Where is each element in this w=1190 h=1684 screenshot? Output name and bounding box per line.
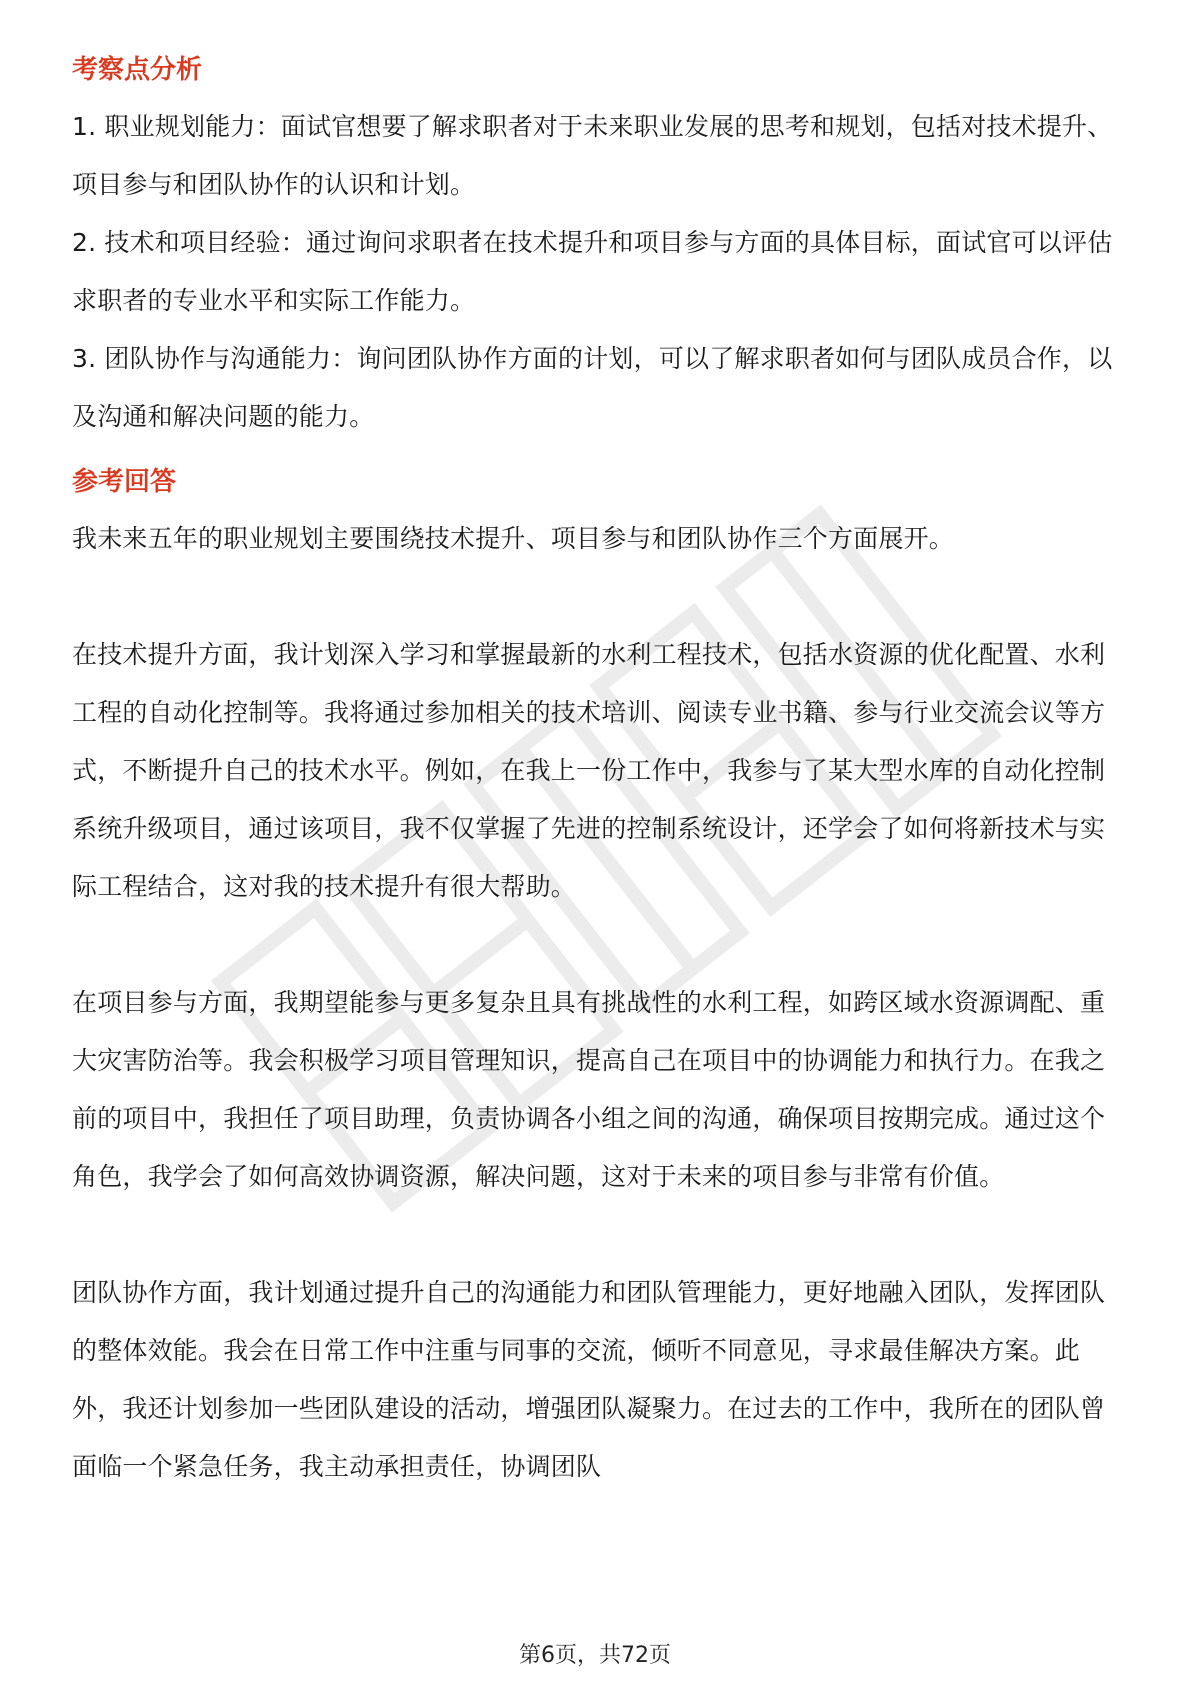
analysis-heading: 考察点分析: [72, 55, 203, 85]
page-number: 第6页，共72页: [519, 1643, 671, 1668]
analysis-item-3: 3. 团队协作与沟通能力：询问团队协作方面的计划，可以了解求职者如何与团队成员合作，以及沟通和解决问题的能力。: [72, 344, 1113, 431]
document-page: [72, 50, 1118, 1496]
analysis-item-1: 1. 职业规划能力：面试官想要了解求职者对于未来职业发展的思考和规划，包括对技术提升、项目参与和团队协作的认识和计划。: [72, 112, 1113, 199]
answer-paragraph-project: 在项目参与方面，我期望能参与更多复杂且具有挑战性的水利工程，如跨区域水资源调配、重大灾害防治等。我会积极学习项目管理知识，提高自己在项目中的协调能力和执行力。在我之前的项目中，我担任了项目助理，负责协调各小组之间的沟通，确保项目按期完成。通过这个角色，我学会了如何高效协调资源，解决问题，这对于未来的项目参与非常有价值。: [72, 988, 1106, 1191]
answer-intro: 我未来五年的职业规划主要围绕技术提升、项目参与和团队协作三个方面展开。: [72, 524, 955, 553]
answer-heading: 参考回答: [72, 467, 177, 497]
answer-paragraph-tech: 在技术提升方面，我计划深入学习和掌握最新的水利工程技术，包括水资源的优化配置、水利工程的自动化控制等。我将通过参加相关的技术培训、阅读专业书籍、参与行业交流会议等方式，不断提升自己的技术水平。例如，在我上一份工作中，我参与了某大型水库的自动化控制系统升级项目，通过该项目，我不仅掌握了先进的控制系统设计，还学会了如何将新技术与实际工程结合，这对我的技术提升有很大帮助。: [72, 640, 1106, 901]
analysis-item-2: 2. 技术和项目经验：通过询问求职者在技术提升和项目参与方面的具体目标，面试官可以评估求职者的专业水平和实际工作能力。: [72, 228, 1113, 315]
answer-paragraph-team: 团队协作方面，我计划通过提升自己的沟通能力和团队管理能力，更好地融入团队，发挥团队的整体效能。我会在日常工作中注重与同事的交流，倾听不同意见，寻求最佳解决方案。此外，我还计划参加一些团队建设的活动，增强团队凝聚力。在过去的工作中，我所在的团队曾面临一个紧急任务，我主动承担责任，协调团队: [72, 1278, 1106, 1481]
